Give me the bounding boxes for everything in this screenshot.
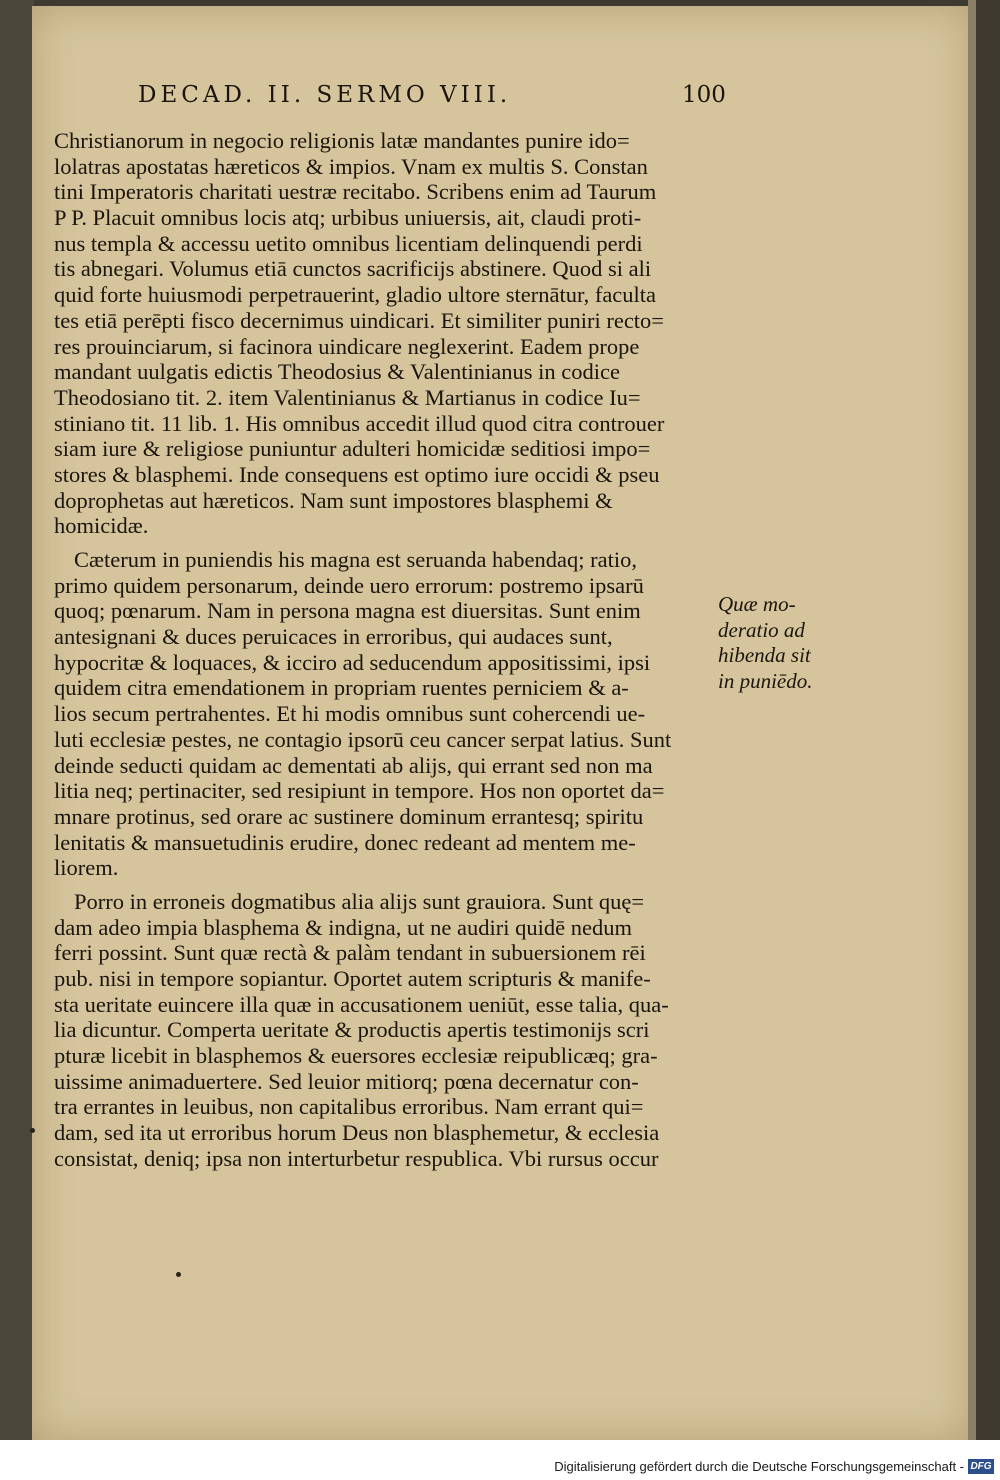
binding-shadow [0,0,34,1440]
text-line: Porro in erroneis dogmatibus alia alijs sunt grauiora. Sunt quę= [74,888,645,914]
text-line: Christianorum in negocio religionis latæ mandantes punire ido= [54,128,630,153]
text-line: quoq; pœnarum. Nam in persona magna est diuersitas. Sunt enim [54,598,641,624]
text-line: Quæ mo- [718,592,796,616]
text-line: Theodosiano tit. 2. item Valentinianus & Martianus in codice Iu= [54,384,641,410]
funding-credit: Digitalisierung gefördert durch die Deutsche Forschungsgemeinschaft - [554,1459,964,1474]
text-line: quidem citra emendationem in propriam ruentes perniciem & a- [54,675,629,701]
text-line: in puniēdo. [718,669,813,694]
ink-speck [30,1128,35,1133]
body-text [54,128,744,1172]
text-line: tini Imperatoris charitati uestræ recitabo. Scribens enim ad Taurum [54,179,657,205]
text-line: dam adeo impia blasphema & indigna, ut ne audiri quidē nedum [54,914,632,940]
text-line: tes etiā perēpti fisco decernimus uindicari. Et similiter puniri recto= [54,307,664,333]
text-line: pturæ licebit in blasphemos & euersores ecclesiæ reipublicæq; gra- [54,1043,658,1069]
text-line: hibenda sit [718,643,811,668]
paragraph-1 [54,128,744,539]
text-line: luti ecclesiæ pestes, ne contagio ipsorū ceu cancer serpat latius. Sunt [54,726,672,752]
text-line: doprophetas aut hæreticos. Nam sunt impostores blasphemi & [54,487,613,513]
text-line: siam iure & religiose puniuntur adulteri homicidæ seditiosi impo= [54,436,651,462]
text-line: tis abnegari. Volumus etiā cunctos sacrificijs abstinere. Quod si ali [54,256,652,282]
text-line: mnare protinus, sed orare ac sustinere dominum errantesq; spiritu [54,803,644,829]
text-line: nus templa & accessu uetito omnibus licentiam delinquendi perdi [54,230,643,256]
text-line: primo quidem personarum, deinde uero errorum: postremo ipsarū [54,572,644,598]
margin-note [718,592,828,695]
text-line: deinde seducti quidam ac dementati ab alijs, qui errant sed non ma [54,752,653,778]
text-line: Cæterum in puniendis his magna est seruanda habendaq; ratio, [74,547,637,572]
text-line: liorem. [54,855,119,881]
text-line: lia dicuntur. Comperta ueritate & productis apertis testimonijs scri [54,1017,650,1043]
text-line: homicidæ. [54,513,149,539]
text-line: stores & blasphemi. Inde consequens est optimo iure occidi & pseu [54,461,660,487]
footer-bar [0,1440,1000,1480]
text-line: sta ueritate euincere illa quæ in accusationem ueniūt, esse talia, qua- [54,991,669,1017]
text-line: tra errantes in leuibus, non capitalibus erroribus. Nam errant qui= [54,1094,644,1120]
text-line: lenitatis & mansuetudinis erudire, donec redeant ad mentem me- [54,829,636,855]
dfg-logo: DFG [968,1459,994,1474]
text-line: pub. nisi in tempore sopiantur. Oportet autem scripturis & manife- [54,966,651,991]
folio-number: 100 [682,82,726,108]
text-line: antesignani & duces peruicaces in erroribus, qui audaces sunt, [54,624,613,650]
text-line: quid forte huiusmodi perpetrauerint, gladio ultore sternātur, faculta [54,282,657,308]
text-line: dam, sed ita ut erroribus horum Deus non blasphemetur, & ecclesia [54,1120,660,1146]
text-line: lolatras apostatas hæreticos & impios. Vnam ex multis S. Constan [54,153,648,179]
text-line: lios secum pertrahentes. Et hi modis omnibus sunt cohercendi ue- [54,701,646,727]
paragraph-3 [54,889,744,1172]
text-line: litia neq; pertinaciter, sed resipiunt in tempore. Hos non oportet da= [54,778,665,804]
paragraph-2 [54,547,744,881]
text-line: uissime animaduertere. Sed leuior mitiorq; pœna decernatur con- [54,1068,639,1094]
text-line: ferri possint. Sunt quæ rectà & palàm tendant in subuersionem rēi [54,940,646,966]
page-edge [968,0,976,1440]
text-line: res prouinciarum, si facinora uindicare neglexerint. Eadem prope [54,333,640,359]
text-line: consistat, deniq; ipsa non interturbetur respublica. Vbi rursus occur [54,1145,659,1171]
ink-speck [176,1272,181,1277]
text-line: deratio ad [718,617,805,642]
text-line: P P. Placuit omnibus locis atq; urbibus uniuersis, ait, claudi proti- [54,205,642,231]
text-line: hypocritæ & loquaces, & icciro ad seducendum appositissimi, ipsi [54,649,651,675]
text-line: mandant uulgatis edictis Theodosius & Valentinianus in codice [54,359,620,385]
running-header: DECAD. II. SERMO VIII. [138,82,512,108]
text-line: stiniano tit. 11 lib. 1. His omnibus accedit illud quod citra controuer [54,410,665,436]
